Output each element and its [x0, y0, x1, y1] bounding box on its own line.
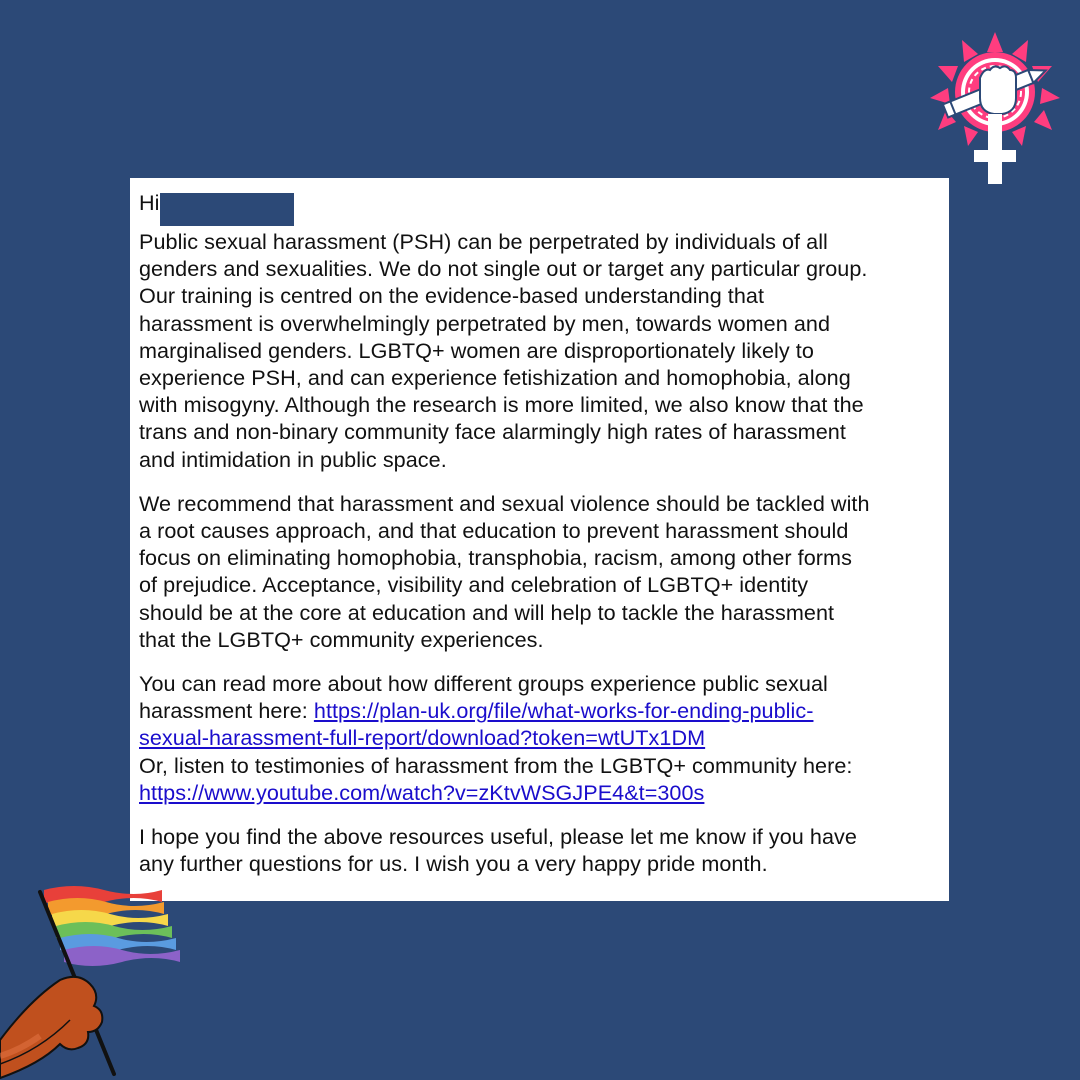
video-intro: Or, listen to testimonies of harassment from the LGBTQ+ community here: — [139, 752, 853, 778]
paragraph-recommendation: We recommend that harassment and sexual violence should be tackled with a root causes approach, and that education to prevent harassment should focus on eliminating homophobia, transphobia, racism, among other forms of prejudice. Acceptance, visibility and celebration of LGBTQ+ identity should be at the core at education and will help to tackle the harassment that the LGBTQ+ community experiences. — [139, 490, 870, 652]
paragraph-resources — [139, 670, 949, 806]
pride-flag-hand-icon — [0, 860, 200, 1080]
paragraph-psh: Public sexual harassment (PSH) can be perpetrated by individuals of all genders and sexualities. We do not single out or target any particular group. Our training is centred on the evidence-based understanding that harassment is overwhelmingly perpetrated by men, towards women and marginalised genders. LGBTQ+ women are disproportionately likely to experience PSH, and can experience fetishization and homophobia, along with misogyny. Although the research is more limited, we also know that the trans and non-binary community face alarmingly high rates of harassment and intimidation in public space. — [139, 229, 868, 472]
video-link[interactable]: https://www.youtube.com/watch?v=zKtvWSGJPE4&t=300s — [139, 779, 705, 805]
greeting: Hi — [139, 190, 160, 215]
paragraph-closing: I hope you find the above resources useful, please let me know if you have any further questions for us. I wish you a very happy pride month. — [139, 824, 857, 877]
redacted-name-block — [160, 193, 294, 226]
feminist-fist-logo-icon — [928, 30, 1062, 184]
resources-intro: You can read more about how different groups experience public sexual harassment here: — [139, 671, 828, 724]
greeting-line — [139, 189, 949, 216]
report-link[interactable]: https://plan-uk.org/file/what-works-for-ending-public- sexual-harassment-full-report/download?token=wtUTx1DM — [139, 698, 814, 751]
email-letter — [130, 178, 949, 901]
